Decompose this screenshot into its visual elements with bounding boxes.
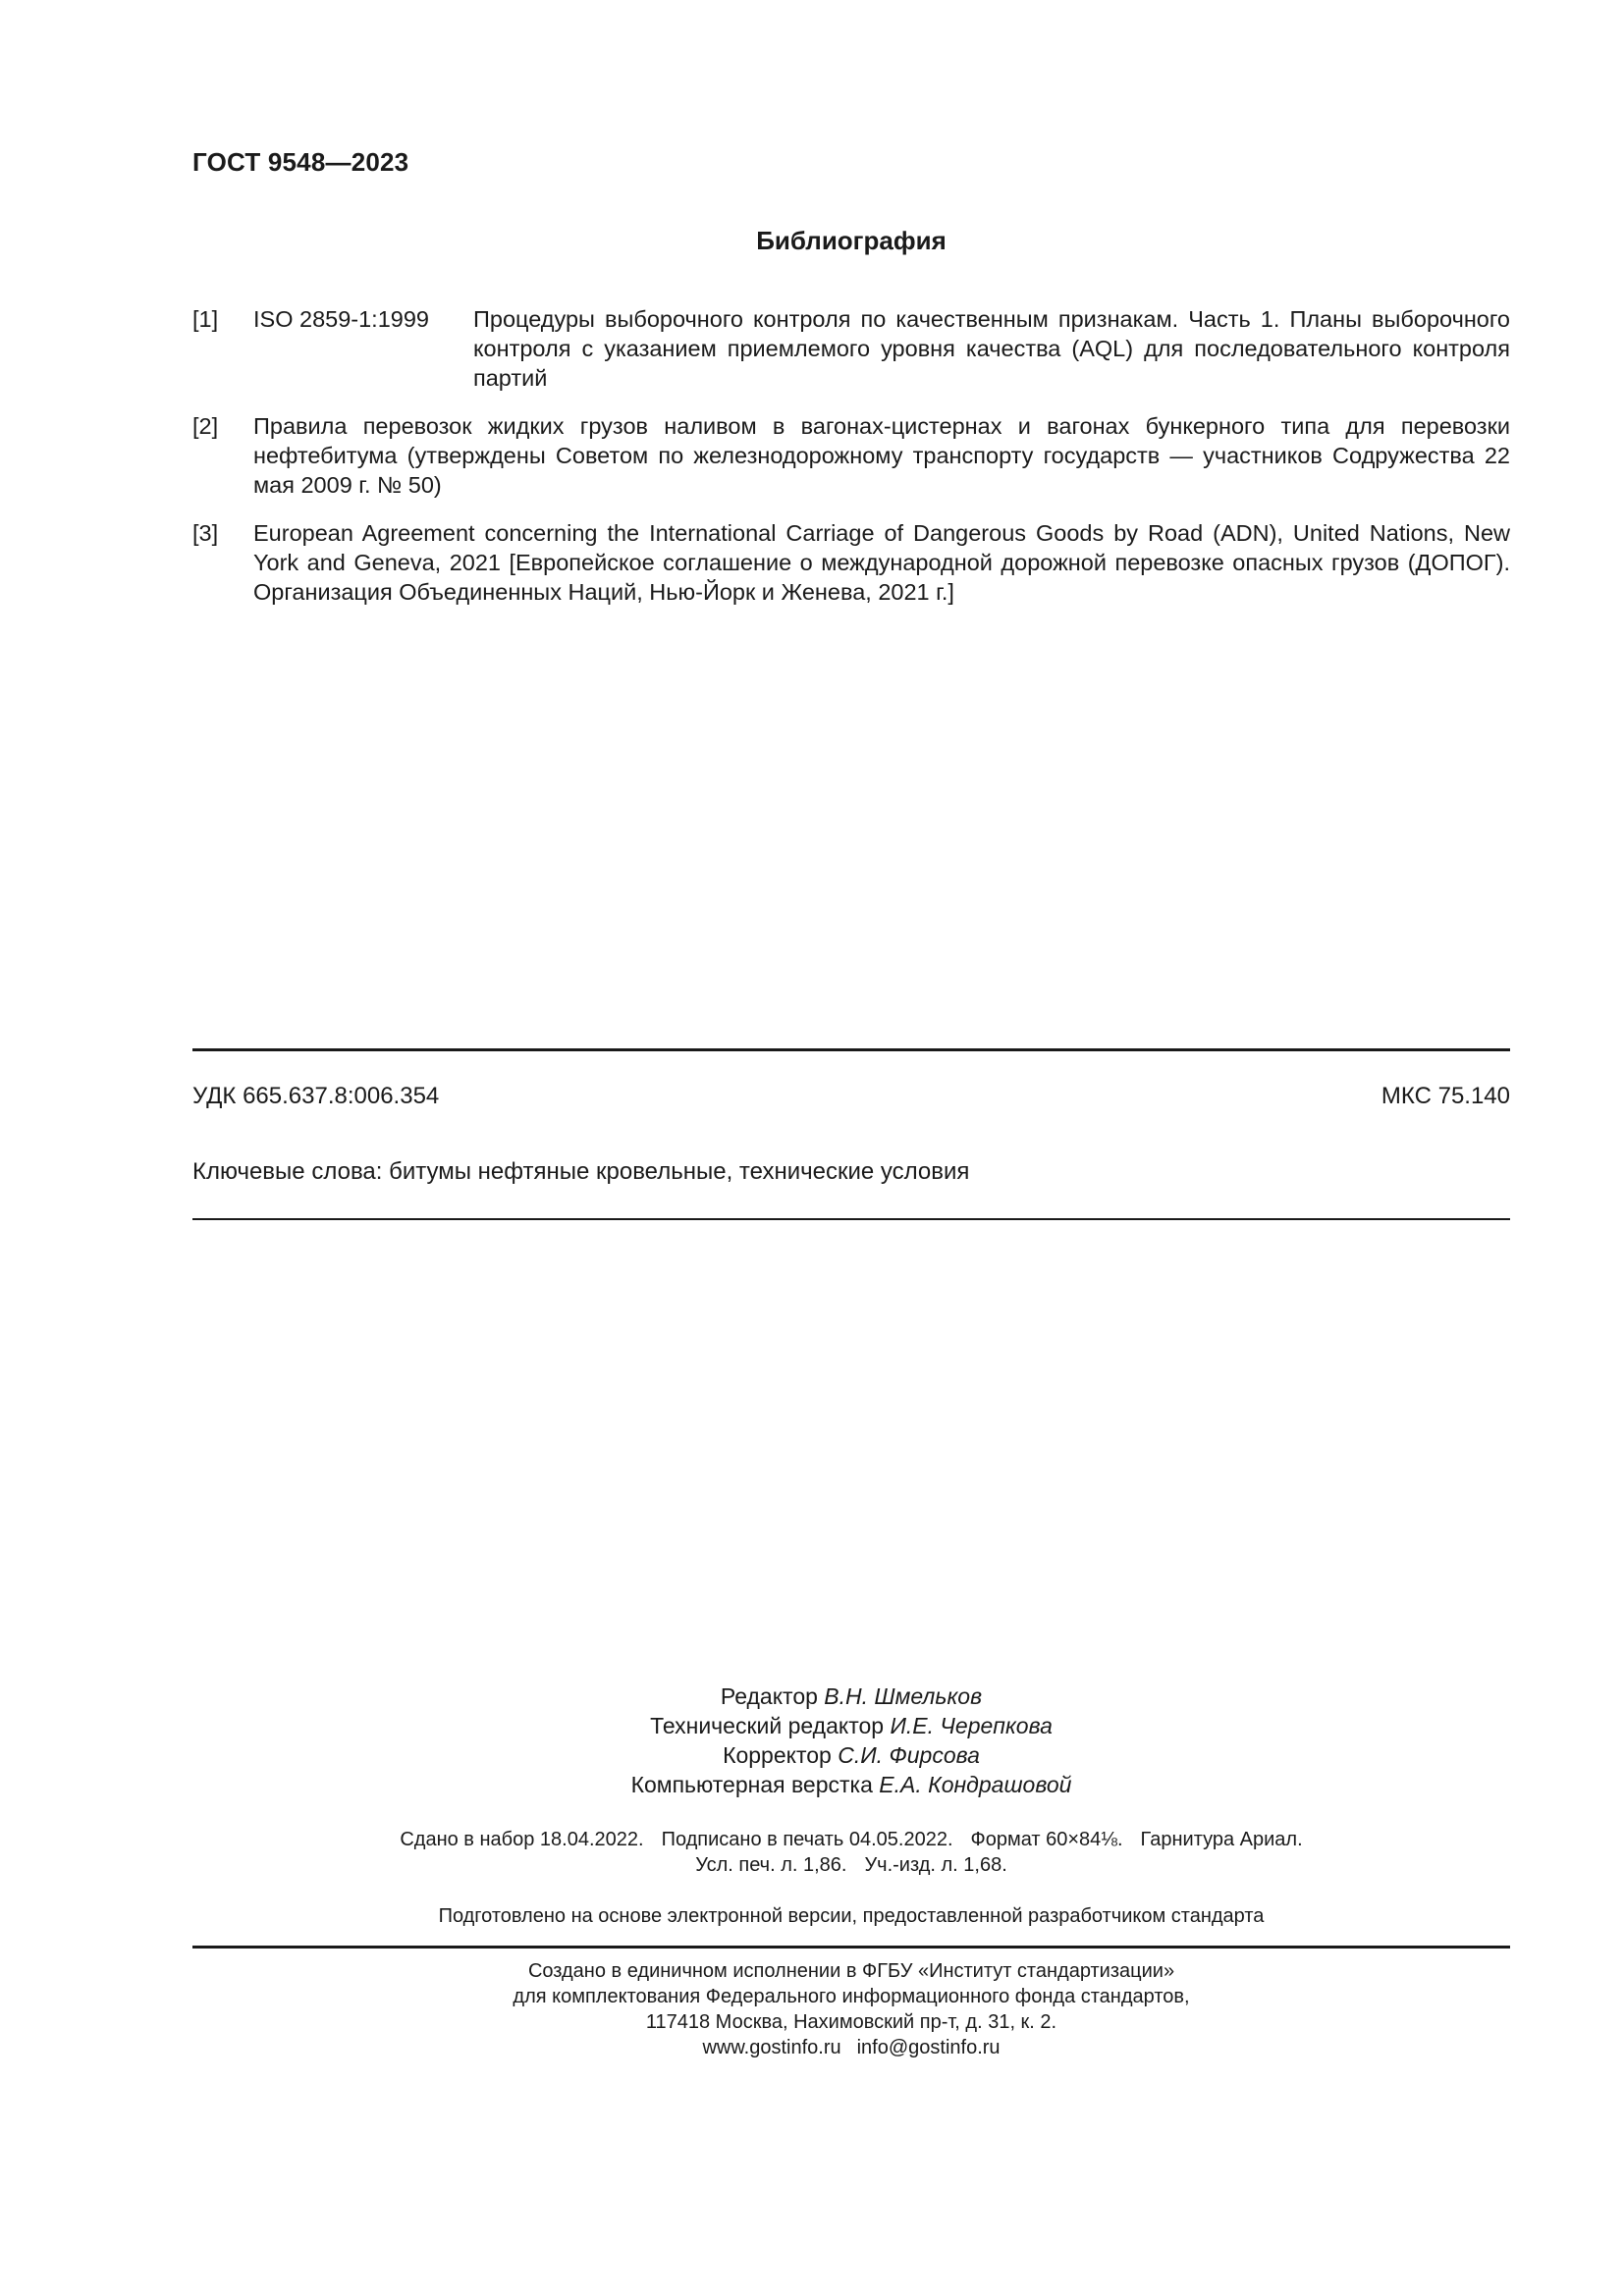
divider-keywords xyxy=(192,1218,1510,1220)
print-info-block xyxy=(192,1827,1510,1878)
credit-tech-editor xyxy=(192,1711,1510,1740)
credit-name: И.Е. Черепкова xyxy=(890,1713,1053,1738)
print-format: Формат 60×84⅛. xyxy=(970,1829,1123,1850)
bibliography-entry xyxy=(192,304,1510,393)
publisher-sheets: Уч.-изд. л. 1,68. xyxy=(864,1854,1007,1876)
divider-outro xyxy=(192,1946,1510,1949)
email-link[interactable]: info@gostinfo.ru xyxy=(856,2037,1001,2058)
bibliography-entry xyxy=(192,518,1510,607)
print-signed: Подписано в печать 04.05.2022. xyxy=(661,1829,953,1850)
credit-layout xyxy=(192,1770,1510,1799)
bibliography-entry-text: Правила перевозок жидких грузов наливом в вагонах-цистернах и вагонах бункерного типа для перевозки нефтебитума (утверждены Советом по железнодорожному транспорту государств — участников Содружества 22 мая 2009 г. № 50) xyxy=(253,413,1510,498)
credit-name: Е.А. Кондрашовой xyxy=(879,1772,1072,1797)
credit-role: Редактор xyxy=(720,1683,818,1709)
print-typeface: Гарнитура Ариал. xyxy=(1140,1829,1303,1850)
website-link[interactable]: www.gostinfo.ru xyxy=(702,2037,841,2058)
bibliography-entry-text: Процедуры выборочного контроля по качественным признакам. Часть 1. Планы выборочного контроля с указанием приемлемого уровня качества (AQL) для последовательного контроля партий xyxy=(473,306,1510,391)
bibliography-entry-number: [2] xyxy=(192,413,219,439)
bibliography-title: Библиография xyxy=(756,226,947,255)
outro-block xyxy=(192,1958,1510,2060)
keywords-line: Ключевые слова: битумы нефтяные кровельные, технические условия xyxy=(192,1158,970,1185)
bibliography-entry-code: ISO 2859-1:1999 xyxy=(253,306,429,332)
bibliography-entry-number: [1] xyxy=(192,306,219,332)
mks-code: МКС 75.140 xyxy=(1380,1083,1510,1109)
credit-role: Компьютерная верстка xyxy=(630,1772,873,1797)
divider-top xyxy=(192,1048,1510,1051)
credit-editor xyxy=(192,1682,1510,1711)
print-info-line-2 xyxy=(192,1852,1510,1878)
outro-line: для комплектования Федерального информационного фонда стандартов, xyxy=(513,1986,1190,2007)
bibliography-entry-text: European Agreement concerning the International Carriage of Dangerous Goods by Road (ADN), United Nations, New York and Geneva, 2021 [Европейское соглашение о международной дорожной перевозке опасных грузов (ДОПОГ). Организация Объединенных Наций, Нью-Йорк и Женева, 2021 г.] xyxy=(253,520,1510,605)
credit-name: В.Н. Шмельков xyxy=(824,1683,983,1709)
bibliography-entry xyxy=(192,411,1510,500)
outro-contacts xyxy=(192,2035,1510,2060)
bibliography-list xyxy=(192,304,1510,625)
credit-name: С.И. Фирсова xyxy=(838,1742,980,1768)
outro-line: Создано в единичном исполнении в ФГБУ «Институт стандартизации» xyxy=(527,1960,1175,1982)
bibliography-entry-number: [3] xyxy=(192,520,219,546)
print-submitted: Сдано в набор 18.04.2022. xyxy=(400,1829,644,1850)
print-info-line-1 xyxy=(192,1827,1510,1852)
outro-line: 117418 Москва, Нахимовский пр-т, д. 31, к. 2. xyxy=(645,2011,1057,2033)
document-code: ГОСТ 9548—2023 xyxy=(192,147,409,177)
prepared-note: Подготовлено на основе электронной версии, предоставленной разработчиком стандарта xyxy=(438,1905,1265,1927)
udk-code: УДК 665.637.8:006.354 xyxy=(192,1083,440,1109)
credit-role: Корректор xyxy=(723,1742,832,1768)
credits-block xyxy=(192,1682,1510,1799)
credit-role: Технический редактор xyxy=(650,1713,885,1738)
print-sheets: Усл. печ. л. 1,86. xyxy=(695,1854,847,1876)
credit-proofreader xyxy=(192,1740,1510,1770)
